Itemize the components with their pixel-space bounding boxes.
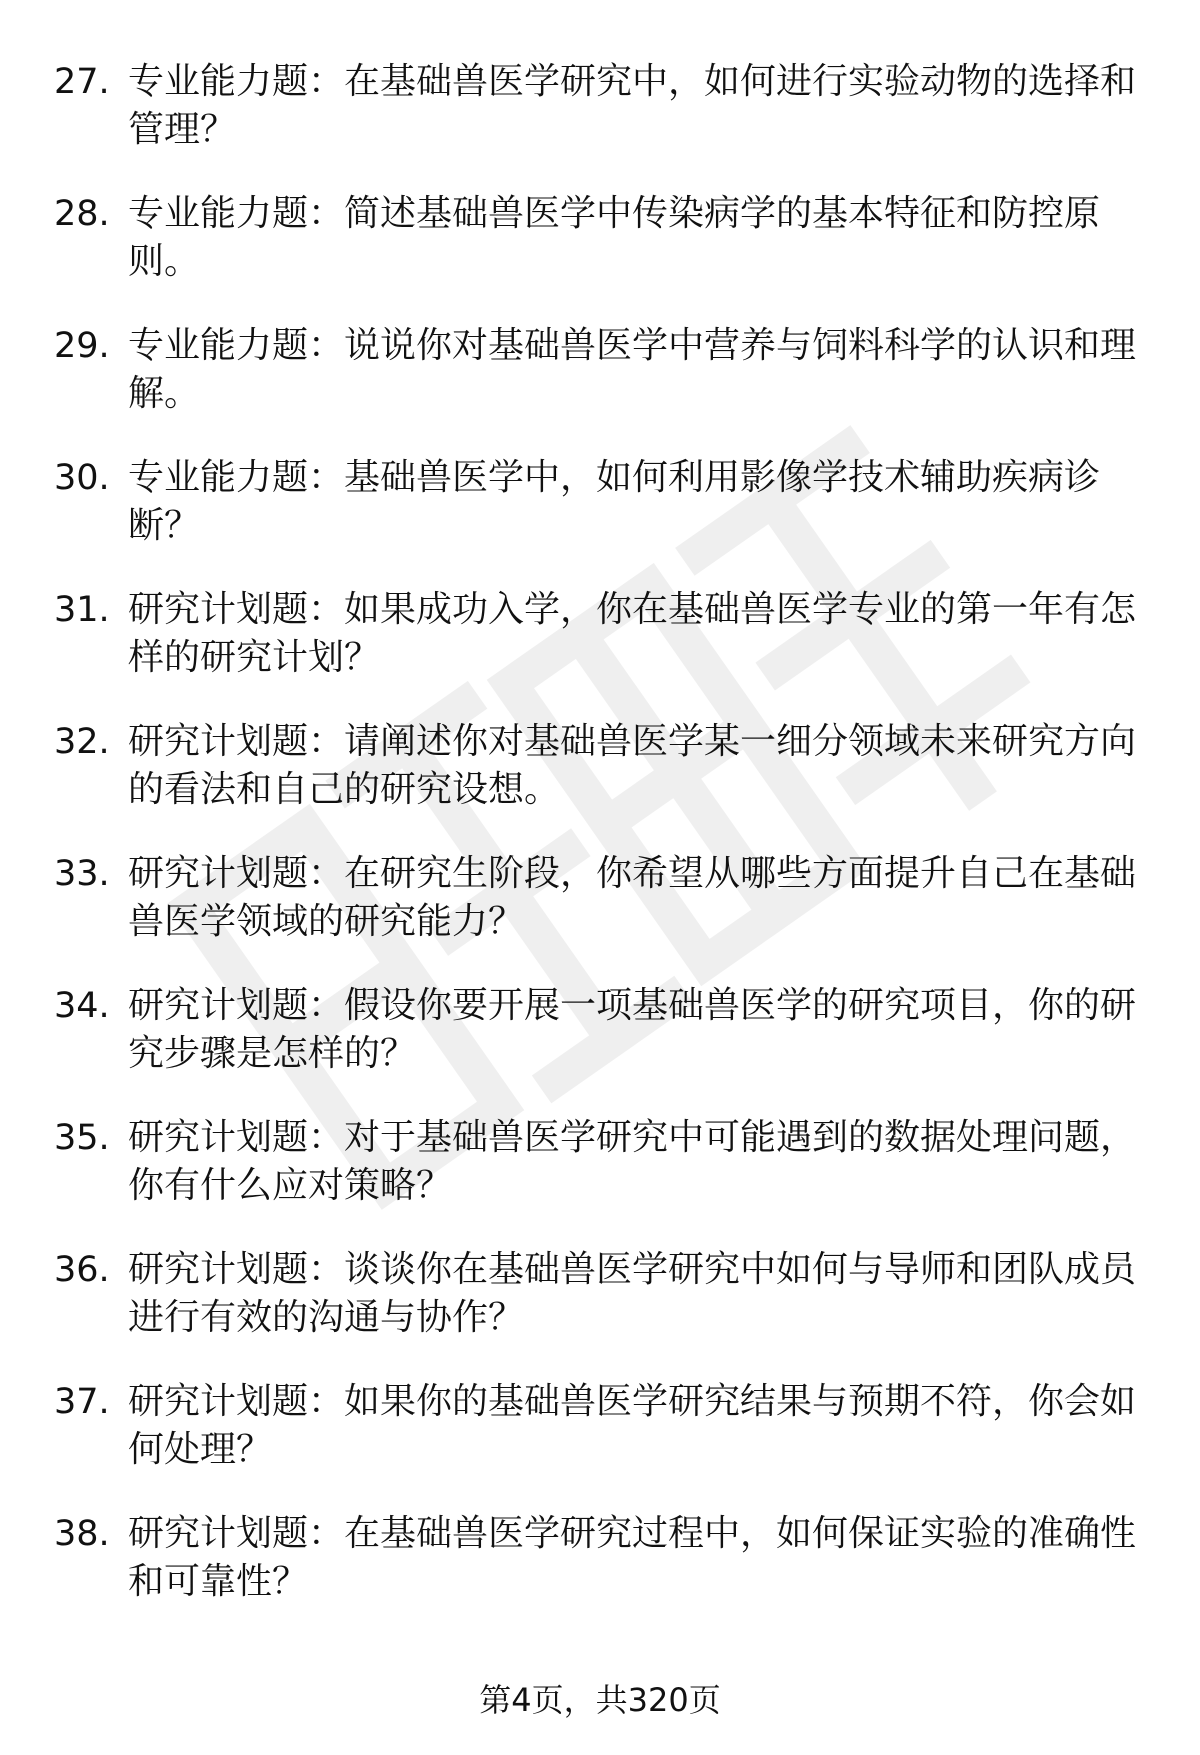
question-item	[54, 1510, 1144, 1642]
question-text: 研究计划题：在基础兽医学研究过程中，如何保证实验的准确性和可靠性？	[128, 1513, 1137, 1602]
question-text: 研究计划题：对于基础兽医学研究中可能遇到的数据处理问题，你有什么应对策略？	[128, 1117, 1137, 1206]
question-text: 专业能力题：说说你对基础兽医学中营养与饲料科学的认识和理解。	[128, 325, 1137, 414]
question-number: 29.	[54, 326, 110, 366]
question-text: 专业能力题：在基础兽医学研究中，如何进行实验动物的选择和管理？	[128, 61, 1137, 150]
question-text: 专业能力题：基础兽医学中，如何利用影像学技术辅助疾病诊断？	[128, 457, 1101, 546]
question-item	[54, 586, 1144, 718]
question-item	[54, 454, 1144, 586]
question-text: 研究计划题：如果成功入学，你在基础兽医学专业的第一年有怎样的研究计划？	[128, 589, 1137, 678]
question-text: 专业能力题：简述基础兽医学中传染病学的基本特征和防控原则。	[128, 193, 1101, 282]
question-number: 37.	[54, 1382, 110, 1422]
question-text: 研究计划题：假设你要开展一项基础兽医学的研究项目，你的研究步骤是怎样的？	[128, 985, 1137, 1074]
question-number: 34.	[54, 986, 110, 1026]
question-text: 研究计划题：谈谈你在基础兽医学研究中如何与导师和团队成员进行有效的沟通与协作？	[128, 1249, 1137, 1338]
question-number: 30.	[54, 458, 110, 498]
page-footer	[0, 1680, 1200, 1720]
question-item	[54, 1246, 1144, 1378]
question-text: 研究计划题：请阐述你对基础兽医学某一细分领域未来研究方向的看法和自己的研究设想。	[128, 721, 1137, 810]
question-item	[54, 1114, 1144, 1246]
question-number: 32.	[54, 722, 110, 762]
question-number: 31.	[54, 590, 110, 630]
question-item	[54, 718, 1144, 850]
question-number: 38.	[54, 1514, 110, 1554]
question-number: 33.	[54, 854, 110, 894]
question-item	[54, 1378, 1144, 1510]
page-number-label: 第4页，共320页	[479, 1681, 721, 1719]
question-text: 研究计划题：如果你的基础兽医学研究结果与预期不符，你会如何处理？	[128, 1381, 1137, 1470]
question-item	[54, 58, 1144, 190]
question-number: 36.	[54, 1250, 110, 1290]
question-item	[54, 322, 1144, 454]
question-item	[54, 850, 1144, 982]
question-item	[54, 982, 1144, 1114]
question-number: 27.	[54, 62, 110, 102]
question-number: 28.	[54, 194, 110, 234]
question-list	[54, 58, 1144, 1642]
question-item	[54, 190, 1144, 322]
question-text: 研究计划题：在研究生阶段，你希望从哪些方面提升自己在基础兽医学领域的研究能力？	[128, 853, 1137, 942]
question-number: 35.	[54, 1118, 110, 1158]
